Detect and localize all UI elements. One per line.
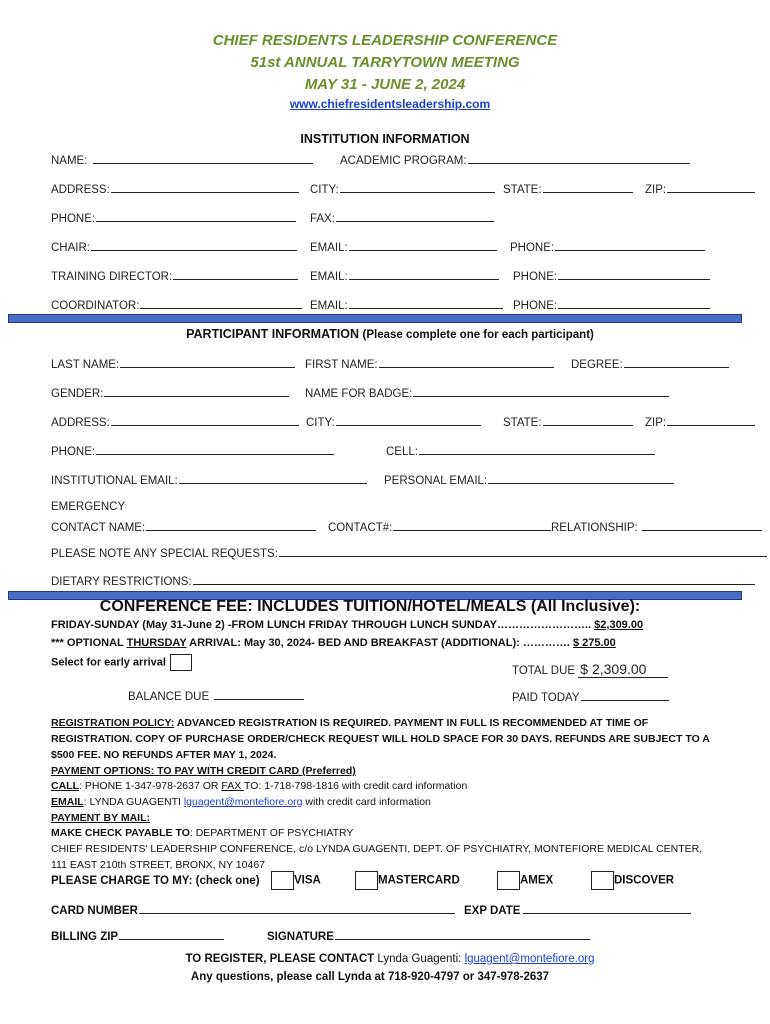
check-payable-label: MAKE CHECK PAYABLE TO <box>51 827 190 839</box>
email-link[interactable]: lguagent@montefiore.org <box>183 796 303 808</box>
billing-zip-label: BILLING ZIP <box>51 931 119 943</box>
chair-label: CHAIR: <box>51 242 90 254</box>
degree-label: DEGREE: <box>571 359 623 371</box>
inst-zip-label: ZIP: <box>645 184 667 196</box>
inst-name-label: NAME: <box>51 155 88 167</box>
td-email-label: EMAIL: <box>310 271 348 283</box>
part-address-label: ADDRESS: <box>51 417 110 429</box>
contact-name-label: CONTACT NAME: <box>51 522 146 534</box>
td-email-field[interactable] <box>349 267 499 280</box>
td-phone-field[interactable] <box>558 267 710 280</box>
relationship-field[interactable] <box>642 518 762 531</box>
gender-label: GENDER: <box>51 388 104 400</box>
contact-number-field[interactable] <box>393 518 551 531</box>
fee-line-2-amount: $ 275.00 <box>572 637 616 649</box>
cell-label: CELL: <box>386 446 418 458</box>
questions-text: Any questions, please call Lynda at 718-920-4797 or 347-978-2637 <box>190 971 550 983</box>
register-email-link[interactable]: lguagent@montefiore.org <box>464 953 595 965</box>
balance-due-label: BALANCE DUE <box>128 691 210 703</box>
amex-checkbox[interactable] <box>497 871 520 890</box>
total-due-value[interactable]: $ 2,309.00 <box>578 661 668 678</box>
coordinator-field[interactable] <box>140 296 302 309</box>
policy-heading: REGISTRATION POLICY: <box>51 717 175 729</box>
inst-fax-label: FAX: <box>310 213 335 225</box>
conference-title: CHIEF RESIDENTS LEADERSHIP CONFERENCE <box>212 32 558 49</box>
amex-label: AMEX <box>520 874 554 887</box>
institution-heading: INSTITUTION INFORMATION <box>300 132 470 146</box>
first-name-field[interactable] <box>379 355 554 368</box>
cell-field[interactable] <box>419 442 655 455</box>
chair-field[interactable] <box>91 238 297 251</box>
contact-number-label: CONTACT#: <box>328 522 393 534</box>
badge-name-field[interactable] <box>413 384 669 397</box>
chair-phone-label: PHONE: <box>510 242 555 254</box>
special-requests-field[interactable] <box>279 544 767 557</box>
meeting-dates: MAY 31 - JUNE 2, 2024 <box>304 76 466 93</box>
coord-email-label: EMAIL: <box>310 300 348 312</box>
part-state-label: STATE: <box>503 417 542 429</box>
academic-program-label: ACADEMIC PROGRAM: <box>340 155 467 167</box>
payment-options: PAYMENT OPTIONS: TO PAY WITH CREDIT CARD (Preferred) <box>51 765 356 777</box>
visa-checkbox[interactable] <box>271 871 294 890</box>
gender-field[interactable] <box>104 384 289 397</box>
register-label: TO REGISTER, PLEASE CONTACT <box>185 953 375 965</box>
degree-field[interactable] <box>624 355 729 368</box>
fee-line-2-thursday: THURSDAY <box>126 637 187 649</box>
charge-label: PLEASE CHARGE TO MY: (check one) <box>51 875 260 887</box>
policy-text-3: $500 FEE. NO REFUNDS AFTER MAY 1, 2024. <box>51 749 277 761</box>
participant-heading-note: (Please complete one for each participant) <box>362 329 594 341</box>
paid-today-field[interactable] <box>581 688 669 701</box>
personal-email-field[interactable] <box>488 471 674 484</box>
check-payable-text: : DEPARTMENT OF PSYCHIATRY <box>189 827 354 839</box>
paid-today-label: PAID TODAY <box>512 692 580 704</box>
training-director-label: TRAINING DIRECTOR: <box>51 271 173 283</box>
relationship-label: RELATIONSHIP: <box>551 522 638 534</box>
last-name-field[interactable] <box>120 355 295 368</box>
part-zip-field[interactable] <box>667 413 755 426</box>
inst-name-field[interactable] <box>93 151 313 164</box>
first-name-label: FIRST NAME: <box>305 359 378 371</box>
policy-text-1: ADVANCED REGISTRATION IS REQUIRED. PAYMENT IN FULL IS RECOMMENDED AT TIME OF <box>174 717 649 729</box>
part-zip-label: ZIP: <box>645 417 667 429</box>
call-fax: FAX <box>221 780 244 792</box>
email-text: : LYNDA GUAGENTI <box>83 796 184 808</box>
website-link[interactable]: www.chiefresidentsleadership.com <box>289 97 491 111</box>
call-text-1: : PHONE 1-347-978-2637 OR <box>79 780 222 792</box>
mail-address-2: 111 EAST 210th STREET, BRONX, NY 10467 <box>51 859 265 871</box>
coord-email-field[interactable] <box>349 296 503 309</box>
fee-line-1: FRIDAY-SUNDAY (May 31-June 2) -FROM LUNCH FRIDAY THROUGH LUNCH SUNDAY…………………….. <box>51 619 592 631</box>
inst-email-field[interactable] <box>179 471 367 484</box>
card-number-field[interactable] <box>139 901 455 914</box>
early-arrival-checkbox[interactable] <box>170 654 192 671</box>
inst-state-field[interactable] <box>543 180 633 193</box>
meeting-subtitle: 51st ANNUAL TARRYTOWN MEETING <box>250 54 520 71</box>
chair-phone-field[interactable] <box>555 238 705 251</box>
training-director-field[interactable] <box>173 267 298 280</box>
inst-email-label: INSTITUTIONAL EMAIL: <box>51 475 178 487</box>
inst-phone-label: PHONE: <box>51 213 96 225</box>
badge-name-label: NAME FOR BADGE: <box>305 388 413 400</box>
email-text-2: with credit card information <box>302 796 431 808</box>
signature-label: SIGNATURE <box>267 931 334 943</box>
dietary-label: DIETARY RESTRICTIONS: <box>51 576 192 588</box>
coord-phone-label: PHONE: <box>513 300 558 312</box>
section-divider <box>8 314 742 323</box>
visa-label: VISA <box>294 874 321 887</box>
chair-email-label: EMAIL: <box>310 242 348 254</box>
inst-city-field[interactable] <box>340 180 495 193</box>
special-requests-label: PLEASE NOTE ANY SPECIAL REQUESTS: <box>51 548 278 560</box>
exp-date-label: EXP DATE <box>464 905 521 917</box>
total-due-label: TOTAL DUE <box>512 665 576 677</box>
fee-line-2-post: ARRIVAL: May 30, 2024- BED AND BREAKFAST (ADDITIONAL): …………. <box>186 637 573 649</box>
part-phone-label: PHONE: <box>51 446 96 458</box>
chair-email-field[interactable] <box>349 238 497 251</box>
inst-address-label: ADDRESS: <box>51 184 110 196</box>
inst-state-label: STATE: <box>503 184 542 196</box>
card-number-label: CARD NUMBER <box>51 905 138 917</box>
part-city-field[interactable] <box>336 413 481 426</box>
mail-address-1: CHIEF RESIDENTS' LEADERSHIP CONFERENCE, c/o LYNDA GUAGENTI, DEPT. OF PSYCHIATRY, MONTEFIORE MEDICAL CENTER, <box>51 843 703 855</box>
signature-field[interactable] <box>335 927 590 940</box>
participant-heading: PARTICIPANT INFORMATION <box>186 327 360 341</box>
last-name-label: LAST NAME: <box>51 359 120 371</box>
academic-program-field[interactable] <box>468 151 690 164</box>
inst-address-field[interactable] <box>111 180 299 193</box>
call-label: CALL <box>51 780 79 792</box>
balance-due-field[interactable] <box>214 687 304 700</box>
fee-line-2-pre: *** OPTIONAL <box>51 637 127 649</box>
td-phone-label: PHONE: <box>513 271 558 283</box>
fee-line-1-amount: $2,309.00 <box>594 619 644 631</box>
contact-name-field[interactable] <box>146 518 316 531</box>
part-state-field[interactable] <box>543 413 633 426</box>
coord-phone-field[interactable] <box>558 296 710 309</box>
fee-heading: CONFERENCE FEE: INCLUDES TUITION/HOTEL/MEALS (All Inclusive): <box>99 598 641 615</box>
payment-by-mail: PAYMENT BY MAIL: <box>51 812 150 824</box>
mastercard-label: MASTERCARD <box>378 874 460 887</box>
discover-checkbox[interactable] <box>591 871 614 890</box>
emergency-label: EMERGENCY <box>51 501 126 513</box>
personal-email-label: PERSONAL EMAIL: <box>384 475 488 487</box>
policy-text-2: REGISTRATION. COPY OF PURCHASE ORDER/CHECK REQUEST WILL HOLD SPACE FOR 30 DAYS. REFUNDS ARE SUBJECT TO A <box>51 733 710 745</box>
mastercard-checkbox[interactable] <box>355 871 378 890</box>
inst-city-label: CITY: <box>310 184 339 196</box>
dietary-field[interactable] <box>193 572 755 585</box>
call-text-2: TO: 1-718-798-1816 with credit card information <box>243 780 468 792</box>
part-address-field[interactable] <box>111 413 299 426</box>
inst-fax-field[interactable] <box>336 209 494 222</box>
early-arrival-label: Select for early arrival <box>51 656 166 669</box>
email-label: EMAIL <box>51 796 84 808</box>
part-city-label: CITY: <box>306 417 335 429</box>
part-phone-field[interactable] <box>96 442 334 455</box>
register-name: Lynda Guagenti: <box>374 953 465 965</box>
inst-phone-field[interactable] <box>96 209 296 222</box>
exp-date-field[interactable] <box>523 901 691 914</box>
discover-label: DISCOVER <box>614 874 675 887</box>
billing-zip-field[interactable] <box>119 927 224 940</box>
coordinator-label: COORDINATOR: <box>51 300 140 312</box>
inst-zip-field[interactable] <box>667 180 755 193</box>
